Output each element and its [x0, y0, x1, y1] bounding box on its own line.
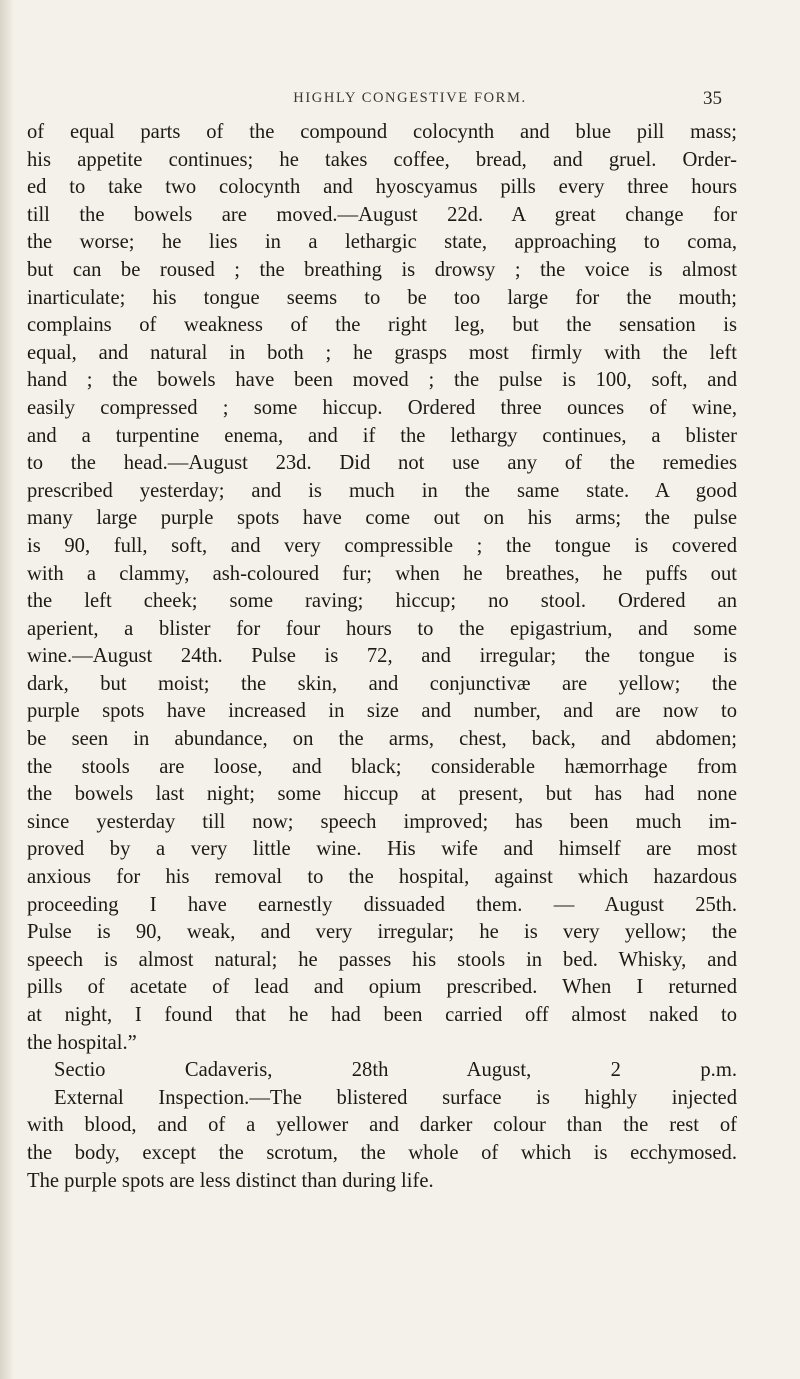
text-line: the hospital.” [27, 1031, 137, 1054]
text-line: the body, except the scrotum, the whole of which is ecchymosed. [27, 1141, 737, 1164]
text-line: ed to take two colocynth and hyoscyamus pills every three hours [27, 176, 737, 199]
text-line: Pulse is 90, weak, and very irregular; he is very yellow; the [27, 921, 737, 944]
text-line: easily compressed ; some hiccup. Ordered three ounces of wine, [27, 396, 737, 419]
text-line: speech is almost natural; he passes his stools in bed. Whisky, and [27, 948, 737, 971]
text-line: anxious for his removal to the hospital, against which hazardous [27, 866, 737, 889]
text-line: the bowels last night; some hiccup at present, but has had none [27, 783, 737, 806]
text-line: the left cheek; some raving; hiccup; no stool. Ordered an [27, 590, 737, 613]
text-line: is 90, full, soft, and very compressible ; the tongue is covered [27, 534, 737, 557]
text-line: be seen in abundance, on the arms, chest, back, and abdomen; [27, 728, 737, 751]
text-line: but can be roused ; the breathing is drowsy ; the voice is almost [27, 258, 737, 281]
text-line: proceeding I have earnestly dissuaded them. — August 25th. [27, 893, 737, 916]
text-line: at night, I found that he had been carried off almost naked to [27, 1004, 737, 1026]
text-line: with blood, and of a yellower and darker colour than the rest of [27, 1114, 737, 1137]
text-line: complains of weakness of the right leg, but the sensation is [27, 314, 737, 337]
text-line: equal, and natural in both ; he grasps most firmly with the left [27, 341, 737, 364]
text-line: till the bowels are moved.—August 22d. A great change for [27, 203, 737, 226]
running-head: HIGHLY CONGESTIVE FORM. [293, 90, 527, 106]
text-line: aperient, a blister for four hours to the epigastrium, and some [27, 617, 737, 640]
text-line: and a turpentine enema, and if the lethargy continues, a blister [27, 424, 737, 447]
text-line: inarticulate; his tongue seems to be too large for the mouth; [27, 286, 737, 309]
text-line: prescribed yesterday; and is much in the same state. A good [27, 479, 737, 502]
text-line: to the head.—August 23d. Did not use any of the remedies [27, 452, 737, 475]
text-line: External Inspection.—The blistered surface is highly injected [54, 1086, 737, 1109]
text-line: many large purple spots have come out on his arms; the pulse [27, 507, 737, 530]
text-line: the worse; he lies in a lethargic state, approaching to coma, [27, 231, 737, 254]
text-line: with a clammy, ash-coloured fur; when he breathes, he puffs out [27, 562, 737, 585]
text-line: The purple spots are less distinct than during life. [27, 1169, 434, 1192]
page-header [0, 88, 800, 118]
text-line: his appetite continues; he takes coffee, bread, and gruel. Order- [27, 148, 737, 171]
text-line: purple spots have increased in size and number, and are now to [27, 700, 737, 723]
text-line: pills of acetate of lead and opium prescribed. When I returned [27, 976, 737, 999]
text-line: wine.—August 24th. Pulse is 72, and irregular; the tongue is [27, 645, 737, 668]
text-line: dark, but moist; the skin, and conjunctivæ are yellow; the [27, 672, 737, 695]
body-text [27, 119, 737, 1195]
text-line: proved by a very little wine. His wife and himself are most [27, 838, 737, 861]
page-number: 35 [703, 88, 722, 109]
text-line: since yesterday till now; speech improved; has been much im- [27, 810, 737, 833]
text-line: the stools are loose, and black; considerable hæmorrhage from [27, 755, 737, 778]
section-heading: Sectio Cadaveris, 28th August, 2 p.m. [54, 1059, 737, 1082]
binding-shadow [0, 0, 14, 1379]
text-line: of equal parts of the compound colocynth and blue pill mass; [27, 121, 737, 143]
text-line: hand ; the bowels have been moved ; the pulse is 100, soft, and [27, 369, 737, 392]
